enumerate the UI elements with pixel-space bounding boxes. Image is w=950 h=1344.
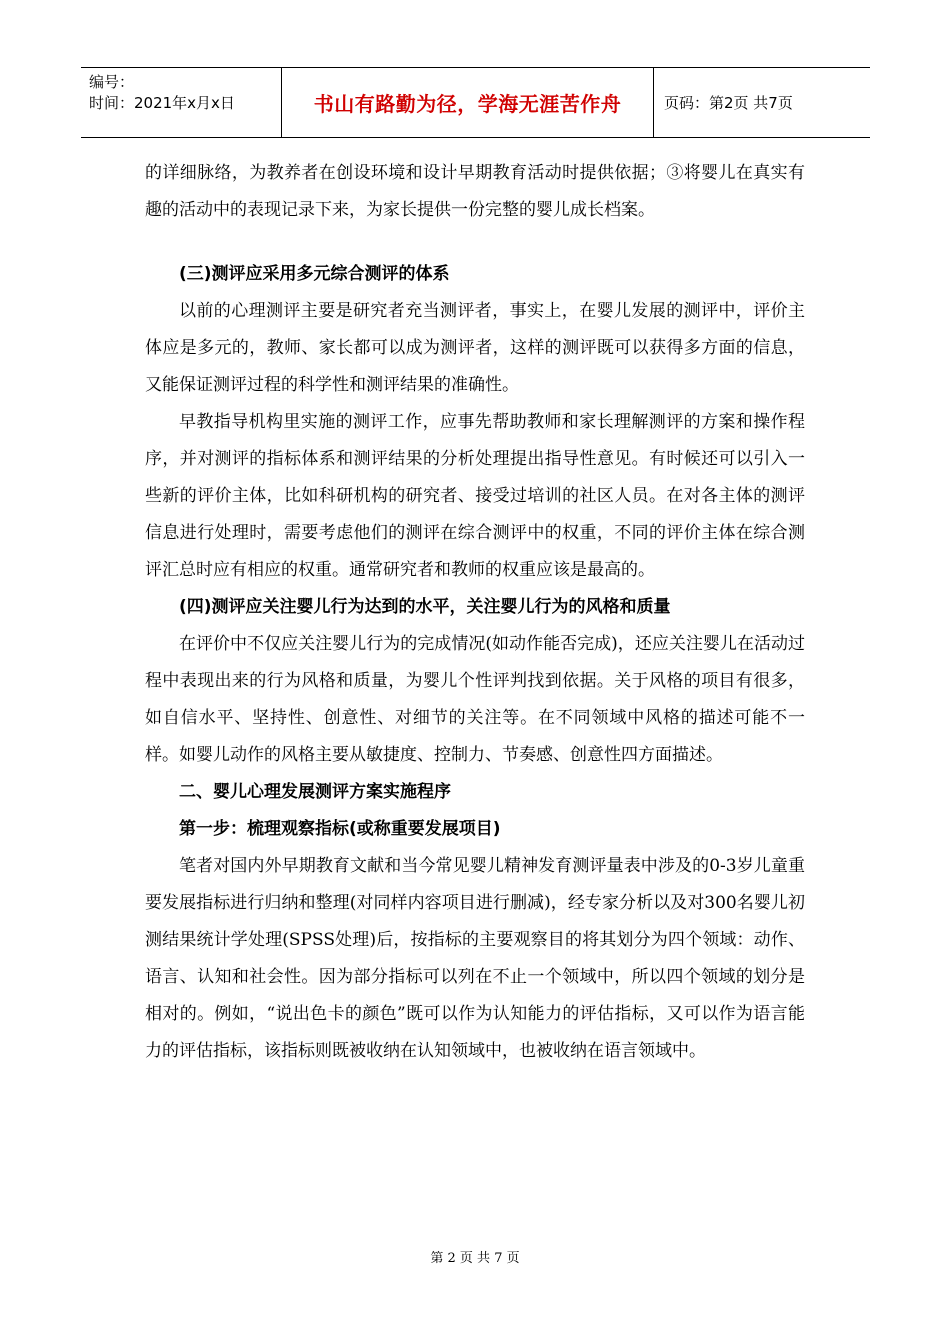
section-heading: 二、婴儿心理发展测评方案实施程序: [179, 782, 451, 802]
paragraph: 笔者对国内外早期教育文献和当今常见婴儿精神发育测评量表中涉及的0-3岁儿童重要发展指标进行归纳和整理(对同样内容项目进行删减)，经专家分析以及对300名婴儿初测结果统计学处理(SPSS处理)后，按指标的主要观察目的将其划分为四个领域：动作、语言、认知和社会性。因为部分指标可以列在不止一个领域中，所以四个领域的划分是相对的。例如，“说出色卡的颜色”既可以作为认知能力的评估指标，又可以作为语言能力的评估指标，该指标则既被收纳在认知领域中，也被收纳在语言领域中。: [145, 856, 805, 1061]
header-page-number: 页码：第2页 共7页: [664, 94, 793, 112]
section-heading: (四)测评应关注婴儿行为达到的水平，关注婴儿行为的风格和质量: [179, 597, 671, 617]
step-heading: 第一步：梳理观察指标(或称重要发展项目): [179, 819, 501, 839]
paragraph: 以前的心理测评主要是研究者充当测评者，事实上，在婴儿发展的测评中，评价主体应是多元的，教师、家长都可以成为测评者，这样的测评既可以获得多方面的信息，又能保证测评过程的科学性和测评结果的准确性。: [145, 301, 805, 395]
section-heading: (三)测评应采用多元综合测评的体系: [179, 264, 450, 284]
paragraph: 的详细脉络，为教养者在创设环境和设计早期教育活动时提供依据；③将婴儿在真实有趣的活动中的表现记录下来，为家长提供一份完整的婴儿成长档案。: [145, 163, 805, 220]
document-number: 编号：: [89, 73, 135, 91]
header-info: [81, 68, 282, 137]
paragraph: 早教指导机构里实施的测评工作，应事先帮助教师和家长理解测评的方案和操作程序，并对测评的指标体系和测评结果的分析处理提出指导性意见。有时候还可以引入一些新的评价主体，比如科研机构的研究者、接受过培训的社区人员。在对各主体的测评信息进行处理时，需要考虑他们的测评在综合测评中的权重，不同的评价主体在综合测评汇总时应有相应的权重。通常研究者和教师的权重应该是最高的。: [145, 412, 805, 580]
document-date: 时间：2021年x月x日: [89, 94, 235, 112]
document-body: [145, 155, 805, 1070]
paragraph: 在评价中不仅应关注婴儿行为的完成情况(如动作能否完成)，还应关注婴儿在活动过程中表现出来的行为风格和质量，为婴儿个性评判找到依据。关于风格的项目有很多，如自信水平、坚持性、创意性、对细节的关注等。在不同领域中风格的描述可能不一样。如婴儿动作的风格主要从敏捷度、控制力、节奏感、创意性四方面描述。: [145, 634, 805, 765]
page-footer: 第 2 页 共 7 页: [430, 1251, 520, 1266]
page-header: [81, 67, 870, 138]
header-motto: 书山有路勤为径，学海无涯苦作舟: [282, 68, 654, 137]
